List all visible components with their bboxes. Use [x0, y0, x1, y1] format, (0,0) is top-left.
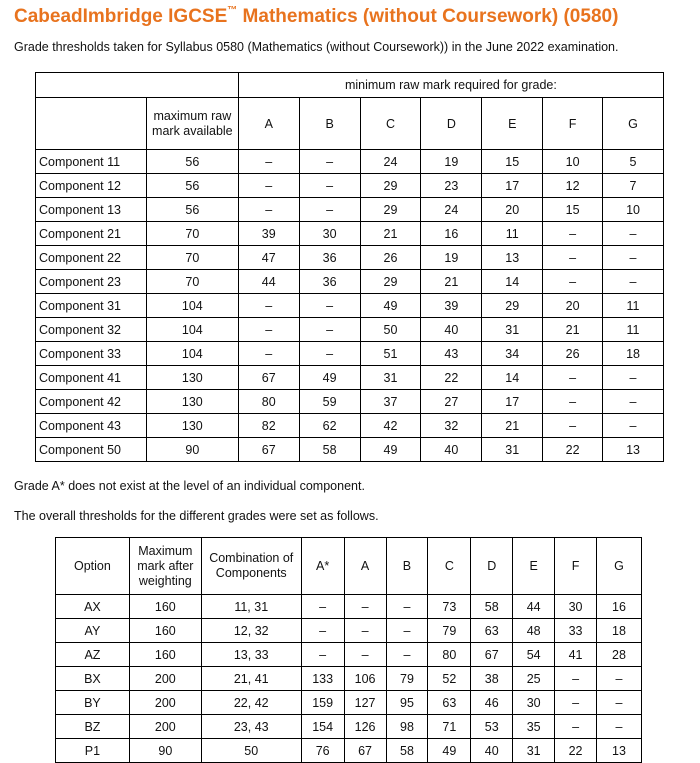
component-name: Component 42: [36, 390, 147, 414]
grade-mark: –: [238, 150, 299, 174]
grade-mark: –: [543, 222, 603, 246]
grade-mark: –: [555, 667, 597, 691]
grade-mark: 98: [386, 715, 428, 739]
max-mark: 160: [129, 595, 201, 619]
grade-mark: 73: [428, 595, 471, 619]
grade-mark: 80: [238, 390, 299, 414]
max-mark: 56: [146, 174, 238, 198]
grade-mark: 34: [482, 342, 543, 366]
grade-mark: 49: [428, 739, 471, 763]
table-row: [36, 318, 664, 342]
grade-mark: 33: [555, 619, 597, 643]
grade-mark: –: [603, 366, 664, 390]
component-combination: 11, 31: [201, 595, 301, 619]
max-mark: 130: [146, 390, 238, 414]
component-name: Component 23: [36, 270, 147, 294]
option-header-cell: C: [428, 538, 471, 595]
grade-mark: 48: [513, 619, 555, 643]
grade-mark: –: [603, 246, 664, 270]
grade-mark: –: [386, 643, 428, 667]
table-row: [36, 294, 664, 318]
grade-mark: 159: [301, 691, 344, 715]
grade-mark: 51: [360, 342, 421, 366]
grade-mark: 24: [360, 150, 421, 174]
table-row: [56, 595, 642, 619]
grade-mark: 42: [360, 414, 421, 438]
grade-mark: 40: [421, 438, 482, 462]
grade-mark: 20: [482, 198, 543, 222]
grade-mark: 21: [360, 222, 421, 246]
grade-header-f: F: [543, 98, 603, 150]
grade-mark: 13: [482, 246, 543, 270]
max-mark: 70: [146, 246, 238, 270]
max-mark: 130: [146, 366, 238, 390]
option-header-cell: A*: [301, 538, 344, 595]
grade-mark: 29: [360, 198, 421, 222]
grade-mark: –: [596, 691, 641, 715]
table-row: [36, 438, 664, 462]
grade-mark: 24: [421, 198, 482, 222]
grade-header-c: C: [360, 98, 421, 150]
max-mark: 56: [146, 150, 238, 174]
grade-mark: 30: [299, 222, 360, 246]
grade-mark: 32: [421, 414, 482, 438]
grade-mark: 47: [238, 246, 299, 270]
grade-mark: 79: [428, 619, 471, 643]
grade-mark: –: [603, 222, 664, 246]
table-row: [56, 667, 642, 691]
grade-mark: 21: [421, 270, 482, 294]
table-row: [36, 342, 664, 366]
option-code: BZ: [56, 715, 130, 739]
grade-mark: 49: [360, 438, 421, 462]
grade-mark: 53: [471, 715, 513, 739]
grade-mark: –: [603, 270, 664, 294]
grade-mark: 31: [360, 366, 421, 390]
title-rest: Mathematics (without Coursework) (0580): [237, 6, 619, 27]
grade-mark: 76: [301, 739, 344, 763]
grade-mark: 11: [482, 222, 543, 246]
grade-header-a: A: [238, 98, 299, 150]
grade-mark: 49: [299, 366, 360, 390]
grade-mark: 27: [421, 390, 482, 414]
grade-mark: –: [555, 715, 597, 739]
grade-mark: 30: [513, 691, 555, 715]
max-mark: 70: [146, 270, 238, 294]
grade-mark: –: [543, 246, 603, 270]
grade-mark: 26: [543, 342, 603, 366]
component-combination: 21, 41: [201, 667, 301, 691]
grade-mark: –: [543, 270, 603, 294]
grade-mark: –: [238, 198, 299, 222]
grade-mark: –: [301, 595, 344, 619]
grade-mark: 7: [603, 174, 664, 198]
grade-mark: 49: [360, 294, 421, 318]
max-mark-header: maximum raw mark available: [146, 98, 238, 150]
grade-mark: –: [386, 595, 428, 619]
grade-mark: 127: [344, 691, 386, 715]
page-title: [14, 6, 618, 28]
grade-mark: 31: [482, 438, 543, 462]
table-row: [56, 715, 642, 739]
empty-corner-cell: [36, 73, 239, 98]
grade-mark: –: [301, 619, 344, 643]
table-row: [56, 619, 642, 643]
grade-mark: –: [344, 619, 386, 643]
component-name: Component 31: [36, 294, 147, 318]
component-name: Component 41: [36, 366, 147, 390]
grade-mark: –: [238, 342, 299, 366]
grade-mark: 5: [603, 150, 664, 174]
component-name: Component 22: [36, 246, 147, 270]
option-header-cell: A: [344, 538, 386, 595]
grade-mark: 95: [386, 691, 428, 715]
grade-mark: 36: [299, 246, 360, 270]
max-mark: 160: [129, 643, 201, 667]
grade-mark: 15: [543, 198, 603, 222]
grade-mark: 67: [238, 366, 299, 390]
grade-mark: –: [344, 595, 386, 619]
component-name: Component 11: [36, 150, 147, 174]
option-header-cell: F: [555, 538, 597, 595]
grade-mark: 13: [603, 438, 664, 462]
grade-mark: –: [344, 643, 386, 667]
grade-header-b: B: [299, 98, 360, 150]
grade-mark: 16: [596, 595, 641, 619]
grade-mark: 67: [471, 643, 513, 667]
grade-mark: 21: [482, 414, 543, 438]
component-name: Component 12: [36, 174, 147, 198]
max-mark: 90: [146, 438, 238, 462]
grade-mark: 31: [513, 739, 555, 763]
grade-mark: 10: [543, 150, 603, 174]
grade-mark: 58: [471, 595, 513, 619]
component-name: Component 32: [36, 318, 147, 342]
grade-mark: 20: [543, 294, 603, 318]
grade-header-d: D: [421, 98, 482, 150]
grade-mark: 18: [603, 342, 664, 366]
grade-mark: 58: [386, 739, 428, 763]
max-mark: 104: [146, 318, 238, 342]
grade-mark: 13: [596, 739, 641, 763]
grade-mark: 46: [471, 691, 513, 715]
column-header-row: [36, 98, 664, 150]
table-row: [36, 366, 664, 390]
grade-mark: 40: [471, 739, 513, 763]
option-header-row: [56, 538, 642, 595]
max-mark: 70: [146, 222, 238, 246]
grade-mark: 15: [482, 150, 543, 174]
grade-mark: –: [299, 342, 360, 366]
component-name: Component 33: [36, 342, 147, 366]
component-name: Component 13: [36, 198, 147, 222]
grade-mark: 10: [603, 198, 664, 222]
grade-mark: 12: [543, 174, 603, 198]
grade-mark: 26: [360, 246, 421, 270]
grade-mark: 67: [238, 438, 299, 462]
grade-mark: 63: [471, 619, 513, 643]
component-name: Component 21: [36, 222, 147, 246]
grade-mark: 82: [238, 414, 299, 438]
option-header-cell: B: [386, 538, 428, 595]
component-combination: 22, 42: [201, 691, 301, 715]
grade-mark: –: [543, 366, 603, 390]
max-mark: 160: [129, 619, 201, 643]
grade-mark: 80: [428, 643, 471, 667]
component-combination: 23, 43: [201, 715, 301, 739]
option-code: AZ: [56, 643, 130, 667]
grade-mark: 54: [513, 643, 555, 667]
grade-mark: –: [555, 691, 597, 715]
title-main: CabeadImbridge IGCSE: [14, 6, 228, 27]
grade-mark: 154: [301, 715, 344, 739]
option-code: BY: [56, 691, 130, 715]
grade-mark: 29: [360, 270, 421, 294]
max-mark: 104: [146, 294, 238, 318]
max-mark: 200: [129, 691, 201, 715]
max-mark: 200: [129, 715, 201, 739]
grade-mark: 19: [421, 246, 482, 270]
grade-mark: 44: [513, 595, 555, 619]
grade-mark: 17: [482, 390, 543, 414]
grade-mark: –: [238, 318, 299, 342]
grade-mark: 29: [482, 294, 543, 318]
overall-note: The overall thresholds for the different grades were set as follows.: [14, 509, 379, 523]
grade-mark: 40: [421, 318, 482, 342]
grade-mark: –: [299, 294, 360, 318]
option-threshold-table: [55, 537, 642, 763]
grade-mark: 39: [421, 294, 482, 318]
option-code: BX: [56, 667, 130, 691]
grade-mark: 50: [360, 318, 421, 342]
table-row: [56, 691, 642, 715]
table-row: [36, 198, 664, 222]
grade-mark: –: [299, 150, 360, 174]
grade-mark: –: [299, 198, 360, 222]
table-header-row: [36, 73, 664, 98]
grade-mark: 21: [543, 318, 603, 342]
grade-mark: 35: [513, 715, 555, 739]
option-header-cell: E: [513, 538, 555, 595]
grade-mark: 133: [301, 667, 344, 691]
option-code: AY: [56, 619, 130, 643]
max-mark: 130: [146, 414, 238, 438]
grade-mark: –: [299, 174, 360, 198]
grade-mark: 17: [482, 174, 543, 198]
grade-mark: 16: [421, 222, 482, 246]
grade-mark: 71: [428, 715, 471, 739]
grade-mark: –: [603, 390, 664, 414]
grade-mark: 18: [596, 619, 641, 643]
trademark-symbol: ™: [227, 4, 238, 16]
grade-mark: 63: [428, 691, 471, 715]
option-header-cell: D: [471, 538, 513, 595]
grade-mark: 79: [386, 667, 428, 691]
grade-mark: –: [301, 643, 344, 667]
grade-mark: 30: [555, 595, 597, 619]
grade-mark: 59: [299, 390, 360, 414]
grade-mark: 19: [421, 150, 482, 174]
grade-mark: 14: [482, 270, 543, 294]
option-header-cell: G: [596, 538, 641, 595]
grade-mark: –: [596, 667, 641, 691]
grade-mark: 23: [421, 174, 482, 198]
grade-mark: 58: [299, 438, 360, 462]
option-code: P1: [56, 739, 130, 763]
table-row: [36, 150, 664, 174]
grade-mark: –: [543, 390, 603, 414]
grade-mark: 25: [513, 667, 555, 691]
component-threshold-table: [35, 72, 664, 462]
grade-mark: –: [603, 414, 664, 438]
option-header-cell: Maximum mark after weighting: [129, 538, 201, 595]
grade-mark: 11: [603, 318, 664, 342]
component-combination: 50: [201, 739, 301, 763]
component-combination: 12, 32: [201, 619, 301, 643]
option-header-cell: Option: [56, 538, 130, 595]
table-row: [36, 390, 664, 414]
empty-header-cell: [36, 98, 147, 150]
component-name: Component 50: [36, 438, 147, 462]
table-row: [56, 643, 642, 667]
grade-mark: 52: [428, 667, 471, 691]
table-row: [36, 174, 664, 198]
grade-header-e: E: [482, 98, 543, 150]
grade-mark: –: [238, 294, 299, 318]
grade-mark: 36: [299, 270, 360, 294]
grade-mark: 106: [344, 667, 386, 691]
grade-mark: 38: [471, 667, 513, 691]
grade-mark: 22: [421, 366, 482, 390]
table-row: [36, 246, 664, 270]
grade-mark: 28: [596, 643, 641, 667]
grade-mark: 43: [421, 342, 482, 366]
max-mark: 200: [129, 667, 201, 691]
component-name: Component 43: [36, 414, 147, 438]
grade-mark: 39: [238, 222, 299, 246]
option-header-cell: Combination of Components: [201, 538, 301, 595]
grade-mark: 22: [555, 739, 597, 763]
grade-mark: 41: [555, 643, 597, 667]
grade-mark: 11: [603, 294, 664, 318]
table-row: [36, 222, 664, 246]
grade-mark: –: [596, 715, 641, 739]
max-mark: 104: [146, 342, 238, 366]
table-row: [36, 414, 664, 438]
grade-mark: –: [543, 414, 603, 438]
grade-mark: 22: [543, 438, 603, 462]
grade-mark: 14: [482, 366, 543, 390]
intro-text: Grade thresholds taken for Syllabus 0580 (Mathematics (without Coursework)) in the June 2022 examination.: [14, 40, 619, 54]
grade-mark: –: [386, 619, 428, 643]
component-combination: 13, 33: [201, 643, 301, 667]
grade-mark: –: [238, 174, 299, 198]
grade-mark: 31: [482, 318, 543, 342]
group-header: minimum raw mark required for grade:: [238, 73, 663, 98]
grade-mark: 126: [344, 715, 386, 739]
astar-note: Grade A* does not exist at the level of an individual component.: [14, 479, 365, 493]
grade-mark: 44: [238, 270, 299, 294]
grade-mark: 37: [360, 390, 421, 414]
grade-mark: 67: [344, 739, 386, 763]
grade-mark: 62: [299, 414, 360, 438]
max-mark: 56: [146, 198, 238, 222]
grade-mark: 29: [360, 174, 421, 198]
grade-mark: –: [299, 318, 360, 342]
table-row: [36, 270, 664, 294]
grade-header-g: G: [603, 98, 664, 150]
max-mark: 90: [129, 739, 201, 763]
option-code: AX: [56, 595, 130, 619]
